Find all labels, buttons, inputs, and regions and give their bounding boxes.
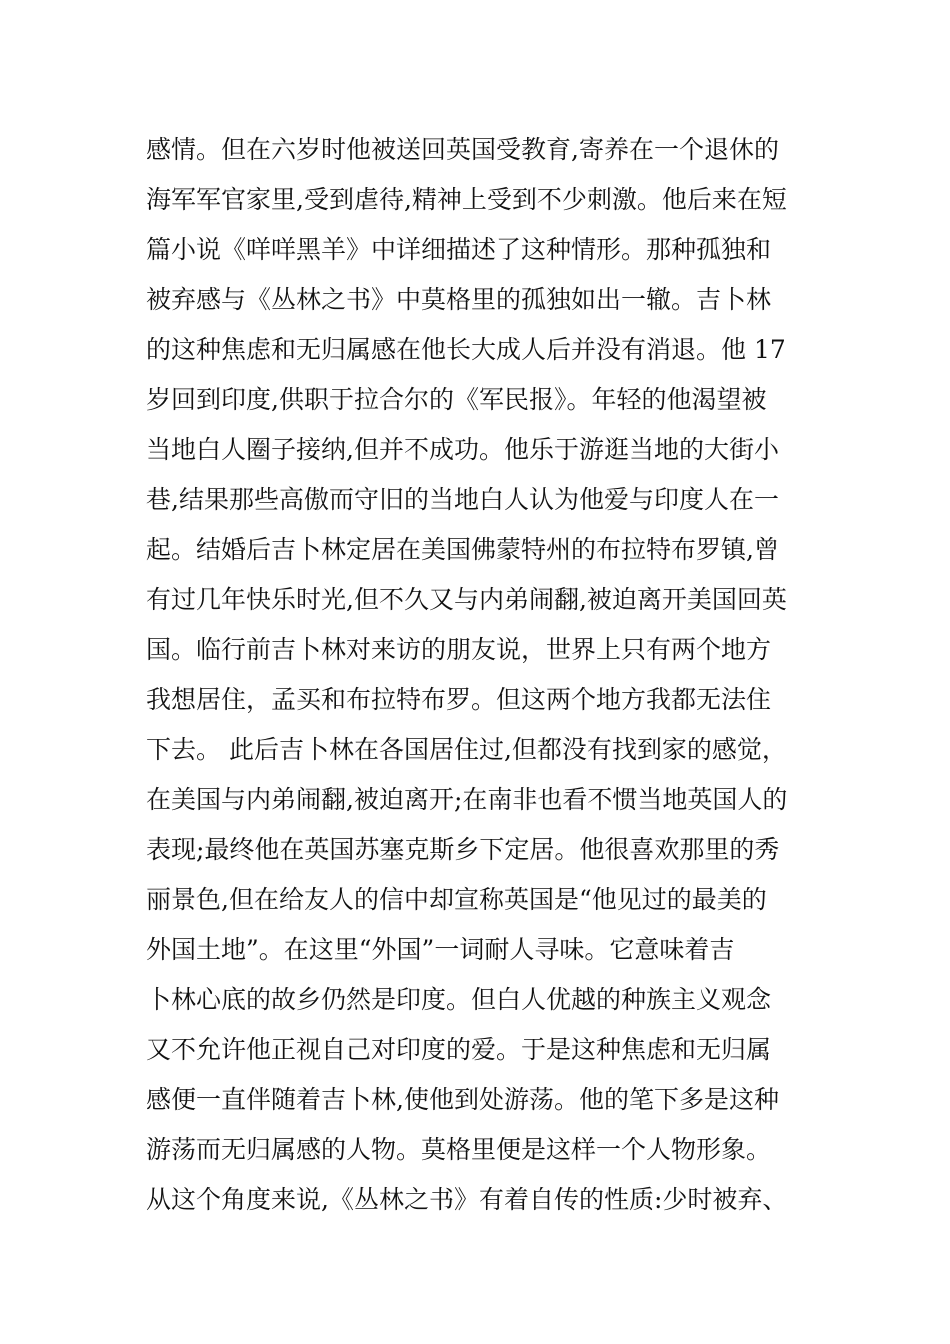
text-line: 从这个角度来说,《丛林之书》有着自传的性质:少时被弃、 [146,1185,788,1214]
text-line: 当地白人圈子接纳,但并不成功。他乐于游逛当地的大街小 [146,435,779,464]
text-line: 丽景色,但在给友人的信中却宣称英国是“他见过的最美的 [146,885,767,914]
text-line: 在美国与内弟闹翻,被迫离开;在南非也看不惯当地英国人的 [146,785,788,814]
text-line: 篇小说《咩咩黑羊》中详细描述了这种情形。那种孤独和 [146,235,772,264]
text-line: 起。结婚后吉卜林定居在美国佛蒙特州的布拉特布罗镇,曾 [146,535,779,564]
text-line: 我想居住，孟买和布拉特布罗。但这两个地方我都无法住 [146,685,772,714]
text-line: 海军军官家里,受到虐待,精神上受到不少刺激。他后来在短 [146,185,787,214]
text-line: 有过几年快乐时光,但不久又与内弟闹翻,被迫离开美国回英 [146,585,787,614]
text-line: 外国土地”。在这里“外国”一词耐人寻味。它意味着吉 [146,935,735,964]
text-line: 的这种焦虑和无归属感在他长大成人后并没有消退。他 17 [146,335,786,364]
text-line: 游荡而无归属感的人物。莫格里便是这样一个人物形象。 [146,1135,772,1164]
text-line: 国。临行前吉卜林对来访的朋友说，世界上只有两个地方 [146,635,772,664]
text-line: 表现;最终他在英国苏塞克斯乡下定居。他很喜欢那里的秀 [146,835,780,864]
text-line: 巷,结果那些高傲而守旧的当地白人认为他爱与印度人在一 [146,485,779,514]
text-line: 岁回到印度,供职于拉合尔的《军民报》。年轻的他渴望被 [146,385,767,414]
text-line: 感便一直伴随着吉卜林,使他到处游荡。他的笔下多是这种 [146,1085,779,1114]
body-text [146,125,811,1225]
text-line: 又不允许他正视自己对印度的爱。于是这种焦虑和无归属 [146,1035,772,1064]
text-line: 下去。 此后吉卜林在各国居住过,但都没有找到家的感觉， [146,735,787,764]
text-line: 感情。但在六岁时他被送回英国受教育,寄养在一个退休的 [146,135,779,164]
text-line: 卜林心底的故乡仍然是印度。但白人优越的种族主义观念 [146,985,772,1014]
text-line: 被弃感与《丛林之书》中莫格里的孤独如出一辙。吉卜林 [146,285,772,314]
